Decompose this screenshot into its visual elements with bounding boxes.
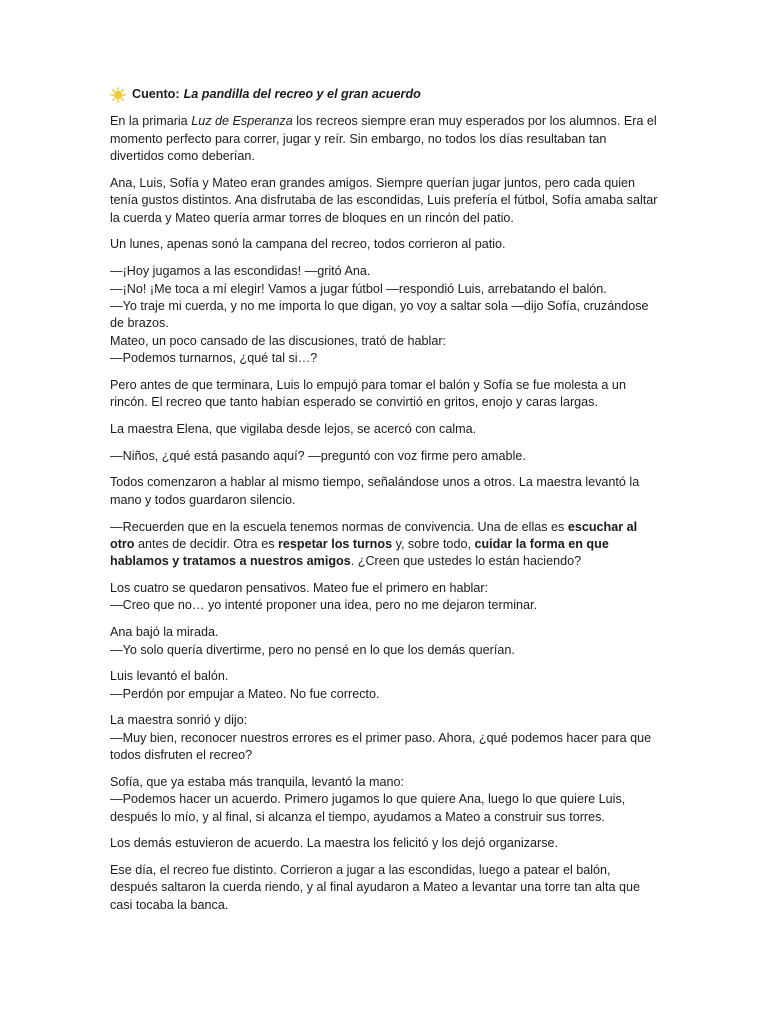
narration-line: Los cuatro se quedaron pensativos. Mateo fue el primero en hablar: — [110, 581, 489, 596]
narration-mateo: Mateo, un poco cansado de las discusiones, trató de hablar: — [110, 333, 447, 348]
norms-text-e: . ¿Creen que ustedes lo están haciendo? — [350, 554, 582, 569]
dialogue-line: —Muy bien, reconocer nuestros errores es el primer paso. Ahora, ¿qué podemos hacer para que todos disfruten el recreo? — [110, 730, 652, 763]
narration-line: Sofía, que ya estaba más tranquila, levantó la mano: — [110, 774, 405, 789]
norm-respect: cuidar la forma en que hablamos y tratamos a nuestros amigos — [110, 536, 609, 569]
paragraph-mateo-speaks — [110, 580, 658, 615]
paragraph-luis-speaks — [110, 668, 658, 703]
sun-icon — [110, 87, 126, 103]
norms-text-c: antes de decidir. Otra es — [134, 536, 278, 551]
paragraph-teacher-question: —Niños, ¿qué está pasando aquí? —preguntó con voz firme pero amable. — [110, 448, 526, 463]
intro-text-a: En la primaria — [110, 114, 192, 129]
intro-text-b: los recreos siempre eran muy esperados por los alumnos. Era el momento perfecto para correr, jugar y reír. Sin embargo, no todos los días resultaban tan divertidos como deberían. — [110, 114, 657, 164]
norms-text-a: —Recuerden que en la escuela tenemos normas de convivencia. Una de ellas es — [110, 519, 568, 534]
narration-line: Ana bajó la mirada. — [110, 625, 219, 640]
title-label: Cuento: — [132, 87, 180, 101]
dialogue-line: —Podemos hacer un acuerdo. Primero jugamos lo que quiere Ana, luego lo que quiere Luis, después lo mío, y al final, si alcanza el tiempo, ayudamos a Mateo a construir sus torres. — [110, 792, 626, 824]
paragraph-monday: Un lunes, apenas sonó la campana del recreo, todos corrieron al patio. — [110, 237, 506, 252]
dialogue-line: —Yo solo quería divertirme, pero no pensé en lo que los demás querían. — [110, 642, 515, 657]
norm-listen: escuchar al otro — [110, 519, 638, 551]
paragraph-ending: Ese día, el recreo fue distinto. Corrieron a jugar a las escondidas, luego a patear el balón, después saltaron la cuerda riendo, y al final ayudaron a Mateo a levantar una torre tan alta que casi tocaba la banca. — [110, 863, 640, 912]
dialogue-line: —Creo que no… yo intenté proponer una idea, pero no me dejaron terminar. — [110, 598, 538, 613]
dialogue-mateo: —Podemos turnarnos, ¿qué tal si…? — [110, 351, 318, 366]
narration-line: Luis levantó el balón. — [110, 669, 229, 684]
paragraph-sofia-speaks — [110, 774, 658, 826]
story-title — [110, 86, 658, 103]
document-page — [110, 86, 658, 924]
dialogue-sofia: —Yo traje mi cuerda, y no me importa lo que digan, yo voy a saltar sola —dijo Sofía, cruzándose de brazos. — [110, 298, 649, 331]
paragraph-silence: Todos comenzaron a hablar al mismo tiempo, señalándose unos a otros. La maestra levantó la mano y todos guardaron silencio. — [110, 475, 640, 507]
norms-text-d: y, sobre todo, — [392, 536, 475, 551]
school-name: Luz de Esperanza — [191, 114, 293, 129]
paragraph-teacher: La maestra Elena, que vigilaba desde lejos, se acercó con calma. — [110, 421, 477, 436]
paragraph-conflict: Pero antes de que terminara, Luis lo empujó para tomar el balón y Sofía se fue molesta a un rincón. El recreo que tanto habían esperado se convirtió en gritos, enojo y caras largas. — [110, 377, 626, 410]
dialogue-ana: —¡Hoy jugamos a las escondidas! —gritó Ana. — [110, 264, 371, 279]
paragraph-ana-speaks — [110, 624, 658, 659]
dialogue-luis: —¡No! ¡Me toca a mí elegir! Vamos a jugar fútbol —respondió Luis, arrebatando el balón. — [110, 281, 607, 296]
paragraph-teacher-speaks — [110, 712, 658, 764]
title-name: La pandilla del recreo y el gran acuerdo — [183, 87, 421, 101]
paragraph-agreement: Los demás estuvieron de acuerdo. La maestra los felicitó y los dejó organizarse. — [110, 836, 559, 851]
dialogue-line: —Perdón por empujar a Mateo. No fue correcto. — [110, 686, 380, 701]
paragraph-intro — [110, 113, 658, 165]
paragraph-friends: Ana, Luis, Sofía y Mateo eran grandes amigos. Siempre querían jugar juntos, pero cada quien tenía gustos distintos. Ana disfrutaba de las escondidas, Luis prefería el fútbol, Sofía amaba saltar la cuerda y Mateo quería armar torres de bloques en un rincón del patio. — [110, 175, 658, 225]
paragraph-norms — [110, 519, 658, 571]
norm-turns: respetar los turnos — [278, 536, 393, 551]
paragraph-dialogue — [110, 263, 658, 367]
narration-line: La maestra sonrió y dijo: — [110, 713, 248, 728]
